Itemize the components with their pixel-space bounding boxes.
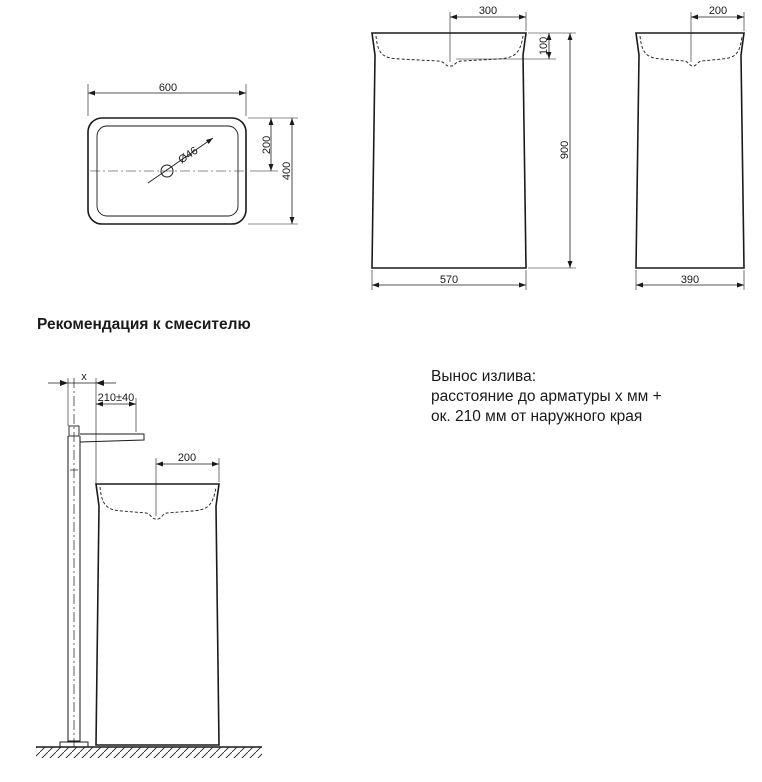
side-body-outline <box>636 33 744 268</box>
side-base-depth-dimension-label: 390 <box>680 274 700 286</box>
front-base-width-dimension-label: 570 <box>439 274 459 286</box>
spout-reach-dimension-label: 210±40 <box>97 392 135 404</box>
mixer-drain-offset-dimension-label: 200 <box>177 452 197 464</box>
floor-hatch <box>36 747 262 758</box>
mixer-basin-outline <box>96 484 219 745</box>
width-dimension-label: 600 <box>158 82 178 94</box>
note-line: ок. 210 мм от наружного края <box>431 408 643 425</box>
mixer-spout <box>80 434 144 442</box>
mixer-basin-hidden-line <box>100 487 216 519</box>
x-dimension-label: x <box>81 371 87 383</box>
spout-reach-note <box>431 367 662 427</box>
front-drain-depth-dimension-label: 100 <box>538 36 550 56</box>
front-view <box>372 5 576 290</box>
side-view <box>636 5 744 290</box>
mixer-recommendation-title: Рекомендация к смесителю <box>37 316 251 333</box>
mixer-view <box>36 371 262 758</box>
note-line: Вынос излива: <box>431 368 536 385</box>
side-drain-offset-dimension-label: 200 <box>708 5 728 17</box>
drain-offset-dimension-label: 200 <box>261 135 273 155</box>
top-view <box>88 82 298 224</box>
front-drain-offset-dimension-label: 300 <box>478 5 498 17</box>
front-body-outline <box>372 33 526 268</box>
front-height-dimension-label: 900 <box>559 140 571 160</box>
depth-dimension-label: 400 <box>281 161 293 181</box>
front-bowl-hidden-line <box>376 36 523 66</box>
drain-diameter-label: Ø46 <box>176 144 201 167</box>
note-line: расстояние до арматуры x мм + <box>431 388 662 405</box>
